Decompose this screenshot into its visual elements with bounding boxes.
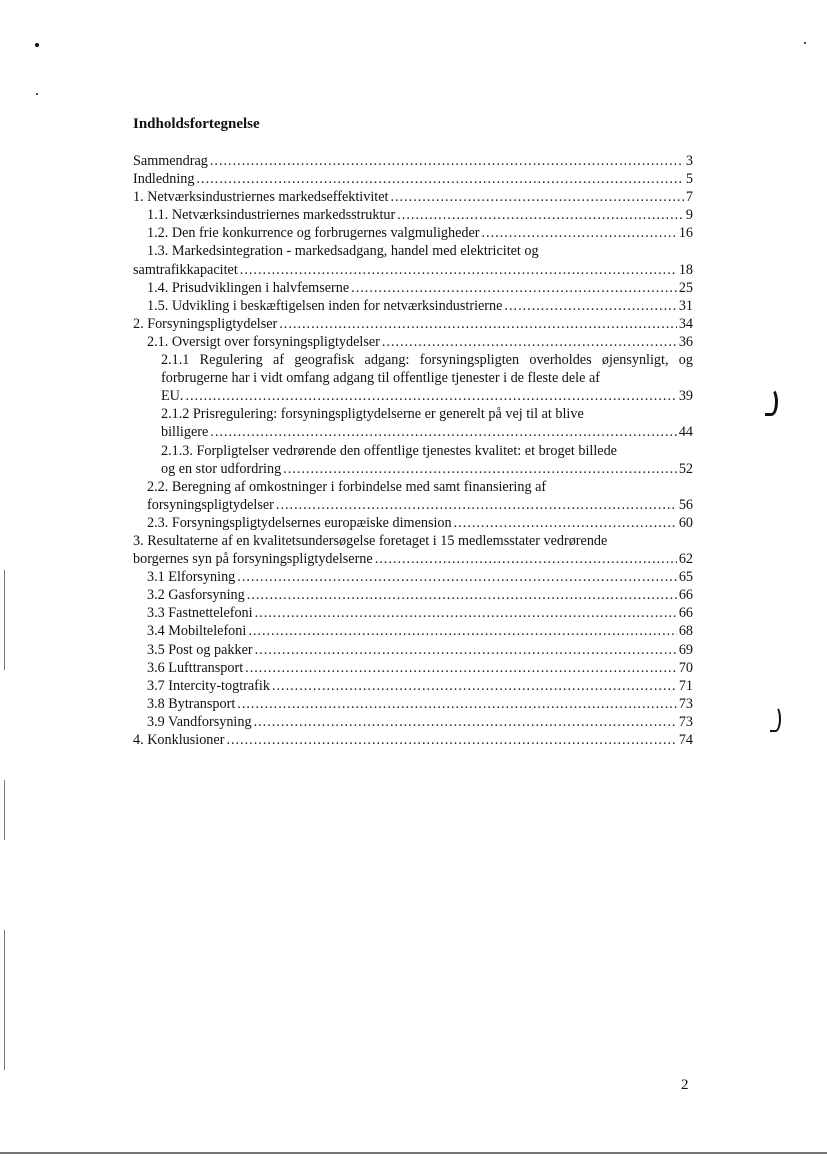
toc-page-number: 66 — [678, 605, 693, 622]
toc-entry-label: 3.8 Bytransport — [147, 695, 236, 712]
toc-entry — [133, 532, 693, 568]
toc-page-number: 68 — [678, 623, 693, 640]
toc-dot-leader — [247, 586, 677, 604]
toc-page-number: 9 — [685, 207, 693, 224]
toc-page-number: 39 — [678, 388, 693, 405]
toc-dot-leader — [390, 188, 683, 206]
toc-page-number: 73 — [678, 713, 693, 730]
toc-dot-leader — [226, 731, 676, 749]
toc-entry-label: 3.6 Lufttransport — [147, 659, 244, 676]
toc-page-number: 73 — [678, 695, 693, 712]
toc-entry-label: 3.3 Fastnettelefoni — [147, 605, 253, 622]
toc-entry — [133, 713, 693, 731]
toc-entry-text: 2.1.2 Prisregulering: forsyningspligtydelserne er generelt på vej til at blive — [161, 406, 584, 423]
toc-dot-leader — [454, 514, 677, 532]
toc-page-number: 74 — [678, 732, 693, 748]
toc-entry-label: EU. — [161, 388, 184, 405]
scan-speck — [35, 43, 39, 47]
toc-entry — [133, 242, 693, 278]
toc-entry — [133, 586, 693, 604]
toc-dot-leader — [210, 152, 684, 170]
toc-entry-label: 1.4. Prisudviklingen i halvfemserne — [147, 279, 350, 296]
toc-entry — [133, 622, 693, 640]
toc-dot-leader — [482, 224, 677, 242]
toc-entry-label: 1. Netværksindustriernes markedseffektivitet — [133, 189, 389, 206]
page-title: Indholdsfortegnelse — [133, 116, 260, 132]
toc-entry-text: 2.1.3. Forpligtelser vedrørende den offentlige tjenestes kvalitet: et broget billede — [161, 442, 617, 459]
table-of-contents — [133, 152, 693, 749]
punch-hole-mark — [770, 706, 781, 732]
toc-entry-label: 2. Forsyningspligtydelser — [133, 315, 278, 332]
toc-page-number: 25 — [678, 279, 693, 296]
toc-entry — [133, 568, 693, 586]
toc-entry — [133, 315, 693, 333]
toc-dot-leader — [240, 261, 677, 279]
toc-entry-text: 3. Resultaterne af en kvalitetsundersøgelse foretaget i 15 medlemsstater vedrørende — [133, 532, 608, 549]
toc-page-number: 52 — [678, 460, 693, 477]
toc-dot-leader — [196, 170, 683, 188]
toc-dot-leader — [276, 496, 677, 514]
scan-edge-line — [4, 570, 5, 670]
toc-page-number: 70 — [678, 659, 693, 676]
toc-dot-leader — [245, 659, 677, 677]
toc-page-number: 34 — [678, 315, 693, 332]
toc-dot-leader — [279, 315, 677, 333]
toc-dot-leader — [397, 206, 684, 224]
toc-dot-leader — [248, 622, 677, 640]
toc-entry — [133, 641, 693, 659]
toc-entry-text: 1.3. Markedsintegration - markedsadgang, handel med elektricitet og — [147, 243, 539, 260]
toc-entry-label: 1.2. Den frie konkurrence og forbrugernes valgmuligheder — [147, 225, 480, 242]
punch-hole-mark — [765, 388, 778, 416]
toc-entry-text: 2.2. Beregning af omkostninger i forbindelse med samt finansiering af — [147, 478, 547, 495]
toc-entry-label: 3.2 Gasforsyning — [147, 587, 245, 604]
toc-entry — [133, 442, 693, 478]
scan-speck — [36, 93, 38, 95]
toc-entry — [133, 677, 693, 695]
toc-page-number: 31 — [678, 297, 693, 314]
scan-speck — [804, 42, 806, 44]
toc-page-number: 44 — [678, 424, 693, 441]
toc-entry-label: 3.1 Elforsyning — [147, 569, 236, 586]
toc-entry-label: borgernes syn på forsyningspligtydelserne — [133, 551, 373, 568]
toc-entry — [133, 514, 693, 532]
toc-entry — [133, 224, 693, 242]
scan-edge-line — [0, 1152, 827, 1154]
toc-entry-label: Sammendrag — [133, 153, 208, 169]
toc-dot-leader — [254, 713, 677, 731]
toc-entry-label: 3.5 Post og pakker — [147, 641, 253, 658]
toc-dot-leader — [210, 423, 677, 441]
toc-entry — [133, 297, 693, 315]
toc-entry — [133, 731, 693, 749]
toc-entry-label: samtrafikkapacitet — [133, 261, 238, 278]
toc-entry — [133, 152, 693, 170]
toc-page-number: 56 — [678, 496, 693, 513]
toc-dot-leader — [237, 695, 677, 713]
scan-edge-line — [4, 780, 5, 840]
toc-entry — [133, 659, 693, 677]
toc-page-number: 7 — [685, 189, 693, 206]
toc-entry — [133, 170, 693, 188]
toc-dot-leader — [382, 333, 677, 351]
toc-entry-text: 2.1.1 Regulering af geografisk adgang: forsyningspligten overholdes øjensynligt, og forbrugerne har i vidt omfang adgang til offentlige tjenester i de fleste dele af — [161, 352, 693, 387]
toc-entry — [133, 478, 693, 514]
toc-entry-label: 3.7 Intercity-togtrafik — [147, 677, 270, 694]
toc-entry-label: 3.9 Vandforsyning — [147, 713, 252, 730]
toc-entry-label: forsyningspligtydelser — [147, 496, 274, 513]
toc-page-number: 18 — [678, 261, 693, 278]
page-number: 2 — [681, 1077, 689, 1093]
toc-page-number: 66 — [678, 587, 693, 604]
toc-dot-leader — [255, 641, 677, 659]
toc-dot-leader — [255, 604, 677, 622]
toc-entry — [133, 351, 693, 405]
toc-dot-leader — [504, 297, 676, 315]
toc-entry — [133, 188, 693, 206]
toc-dot-leader — [237, 568, 677, 586]
toc-entry-label: 1.1. Netværksindustriernes markedsstruktur — [147, 207, 396, 224]
toc-dot-leader — [272, 677, 677, 695]
toc-page-number: 16 — [678, 225, 693, 242]
toc-page-number: 65 — [678, 569, 693, 586]
toc-entry-label: 1.5. Udvikling i beskæftigelsen inden for netværksindustrierne — [147, 297, 503, 314]
toc-entry-label: 4. Konklusioner — [133, 732, 225, 748]
toc-dot-leader — [375, 550, 677, 568]
toc-dot-leader — [351, 279, 677, 297]
toc-page-number: 69 — [678, 641, 693, 658]
toc-entry-label: og en stor udfordring — [161, 460, 282, 477]
toc-entry-label: Indledning — [133, 171, 195, 188]
toc-page-number: 60 — [678, 514, 693, 531]
toc-page-number: 36 — [678, 333, 693, 350]
toc-entry-label: billigere — [161, 424, 209, 441]
toc-entry-label: 2.3. Forsyningspligtydelsernes europæiske dimension — [147, 514, 452, 531]
toc-entry-label: 2.1. Oversigt over forsyningspligtydelser — [147, 333, 380, 350]
toc-entry — [133, 695, 693, 713]
scan-edge-line — [4, 930, 5, 1070]
toc-dot-leader — [185, 387, 676, 405]
toc-page-number: 3 — [685, 153, 693, 169]
toc-dot-leader — [283, 460, 677, 478]
toc-page-number: 62 — [678, 551, 693, 568]
toc-entry — [133, 333, 693, 351]
toc-entry — [133, 604, 693, 622]
toc-page-number: 71 — [678, 677, 693, 694]
toc-entry — [133, 279, 693, 297]
toc-page-number: 5 — [685, 171, 693, 188]
toc-entry — [133, 206, 693, 224]
toc-entry-label: 3.4 Mobiltelefoni — [147, 623, 247, 640]
toc-entry — [133, 405, 693, 441]
